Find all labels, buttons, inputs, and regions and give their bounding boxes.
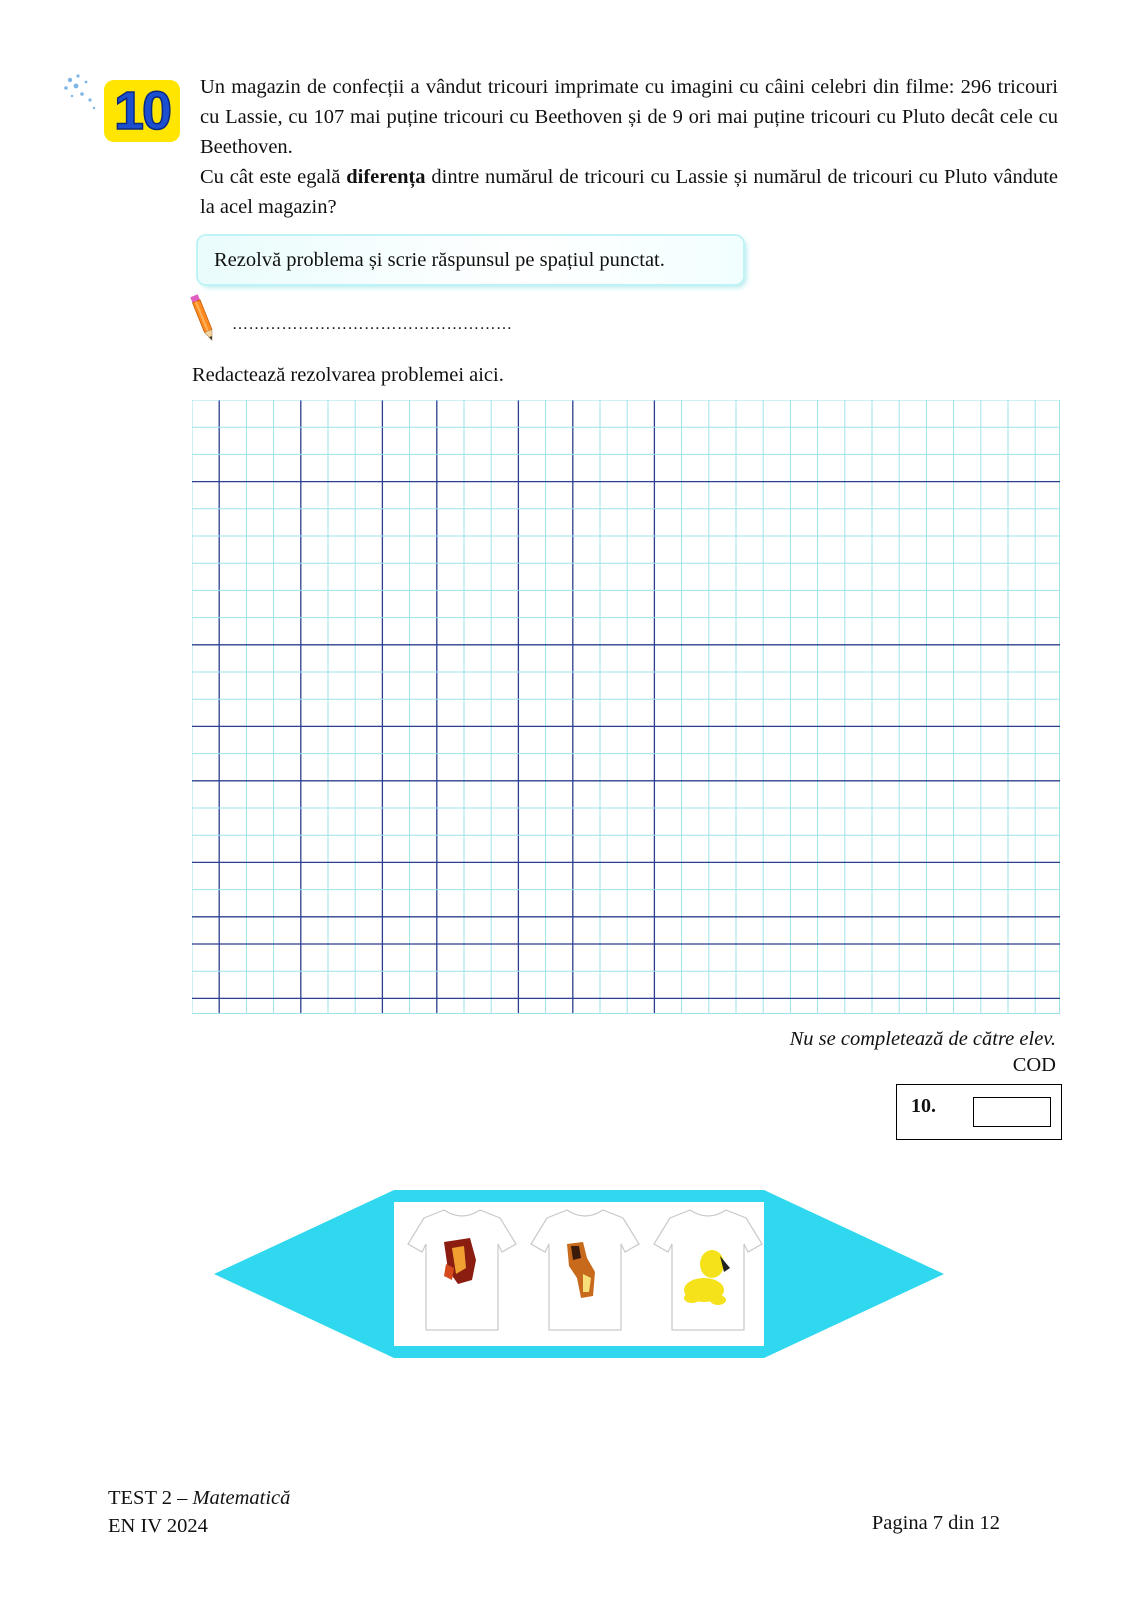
instruction-box: Rezolvă problema și scrie răspunsul pe spațiul punctat. xyxy=(198,236,743,284)
grader-note: Nu se completează de către elev. xyxy=(789,1028,1056,1050)
solution-grid[interactable] xyxy=(192,400,1060,1014)
score-box xyxy=(896,1084,1062,1140)
problem-statement xyxy=(200,72,1058,222)
sparkle-icon xyxy=(60,70,100,114)
score-field[interactable] xyxy=(973,1097,1051,1127)
pencil-icon xyxy=(190,290,216,346)
footer-test-label: TEST 2 – xyxy=(108,1487,193,1509)
footer-test-line xyxy=(108,1484,290,1512)
problem-number: 10 xyxy=(113,81,171,141)
answer-dotted-line[interactable]: …………………………………………… xyxy=(232,316,513,333)
tshirt-banner xyxy=(214,1190,944,1358)
grid-caption: Redactează rezolvarea problemei aici. xyxy=(192,364,504,386)
question-keyword: diferența xyxy=(346,166,426,188)
problem-question xyxy=(200,162,1058,222)
footer-subject: Matematică xyxy=(192,1487,291,1509)
footer-test-info xyxy=(108,1484,290,1540)
score-item-label: 10. xyxy=(911,1095,936,1117)
footer-exam: EN IV 2024 xyxy=(108,1515,208,1537)
footer-page-number: Pagina 7 din 12 xyxy=(871,1512,1000,1534)
question-part-2: dintre numărul de tricouri cu Lassie și numărul de tricouri cu Pluto vândute la acel magazin? xyxy=(200,166,1058,218)
cod-label: COD xyxy=(1012,1054,1056,1076)
problem-text: Un magazin de confecții a vândut tricouri imprimate cu imagini cu câini celebri din filme: 296 tricouri cu Lassie, cu 107 mai puține tricouri cu Beethoven și de 9 ori mai puține tricouri cu Pluto decât cele cu Beethoven. xyxy=(200,76,1058,158)
problem-number-badge xyxy=(104,80,180,142)
question-part-1: Cu cât este egală xyxy=(200,166,347,188)
